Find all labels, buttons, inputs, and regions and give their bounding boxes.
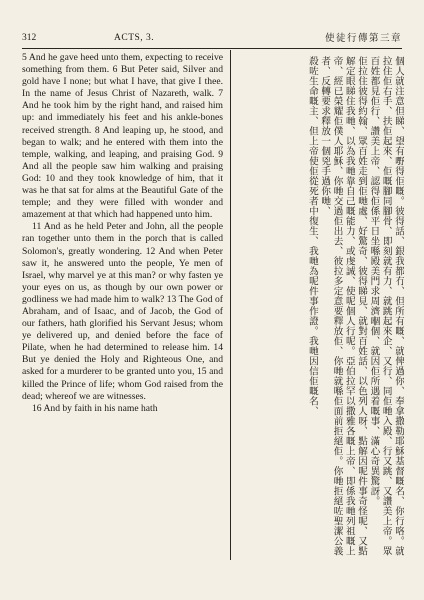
chinese-paragraph: 個人就注意但睇、望有嘢得佢嘅。彼得話、銀我都冇、但所有嘅、就俾過你、奉拿撒勒耶穌基督嘅名、你行咯。就拉住佢右手、扶佢起來、佢嘅腳同腳骨、即刻就有力、就跳起來企、又行、同佢哋入殿、行又跳、又讚美上帝。眾百姓都見佢行、讚美上帝、認得佢係平日坐喺殿美門求周濟嗰個、就因佢所遇着嘅事、滿心奇異驚訝。: [368, 56, 404, 556]
english-column: [22, 52, 223, 415]
header-rule: [22, 48, 402, 49]
english-paragraph: 16 And by faith in his name hath: [32, 402, 158, 414]
page-header: [22, 30, 402, 46]
chinese-running-title: 使徒行傳第三章: [324, 33, 402, 44]
chinese-paragraph: 佢拉住彼得約翰、眾百姓走到佢哋處、好驚奇、彼得睇見、就對百姓話、以色列人呀、點解因呢件事奇怪呢、又點解定眼睇住我哋、以為我哋靠自己嘅能力、或虔誠、使呢個人行呢。亞伯拉罕以撒雅各嘅上帝、即係我哋列祖嘅上帝、經已榮耀佢僕人耶穌、你哋交過佢出去、彼拉多定意要釋放佢、你哋就喺佢面前拒絕佢。你哋拒絕咗聖潔公義者、反轉要求釋放一個兇手過你哋、: [319, 56, 368, 556]
column-divider: [230, 50, 231, 560]
chinese-paragraph: 殺咗生命嘅主、但上帝使佢從死者中復生、我哋為呢件事作證。我哋因信佢嘅名、: [306, 56, 318, 416]
chinese-column: [236, 56, 404, 561]
book-chapter-label: ACTS, 3.: [114, 33, 155, 43]
english-paragraph: 11 And as he held Peter and John, all the people ran together unto them in the porch that is called Solomon's, greatly wondering. 12 And when Peter saw it, he answered unto the people, Ye men of Israel, why marvel ye at this man? or why fasten ye your eyes on us, as though by our own power or godliness we had made him to walk? 13 The God of Abraham, and of Isaac, and of Jacob, the God of our fathers, hath glorified his Servant Jesus; whom ye delivered up, and denied before the face of Pilate, when he had determined to release him. 14 But ye denied the Holy and Righteous One, and asked for a murderer to be granted unto you, 15 and killed the Prince of life; whom God raised from the dead; whereof we are witnesses.: [22, 221, 223, 402]
english-paragraph: 5 And he gave heed unto them, expecting to receive something from them. 6 But Peter said, Silver and gold have I none; but what I have, that give I thee. In the name of Jesus Christ of Nazareth, walk. 7 And he took him by the right hand, and raised him up: and immediately his feet and his ankle-bones received strength. 8 And leaping up, he stood, and began to walk; and he entered with them into the temple, walking, and leaping, and praising God. 9 And all the people saw him walking and praising God: 10 and they took knowledge of him, that it was he that sat for alms at the Beautiful Gate of the temple; and they were filled with wonder and amazement at that which had happened unto him.: [22, 52, 223, 221]
page-number: 312: [22, 33, 37, 43]
